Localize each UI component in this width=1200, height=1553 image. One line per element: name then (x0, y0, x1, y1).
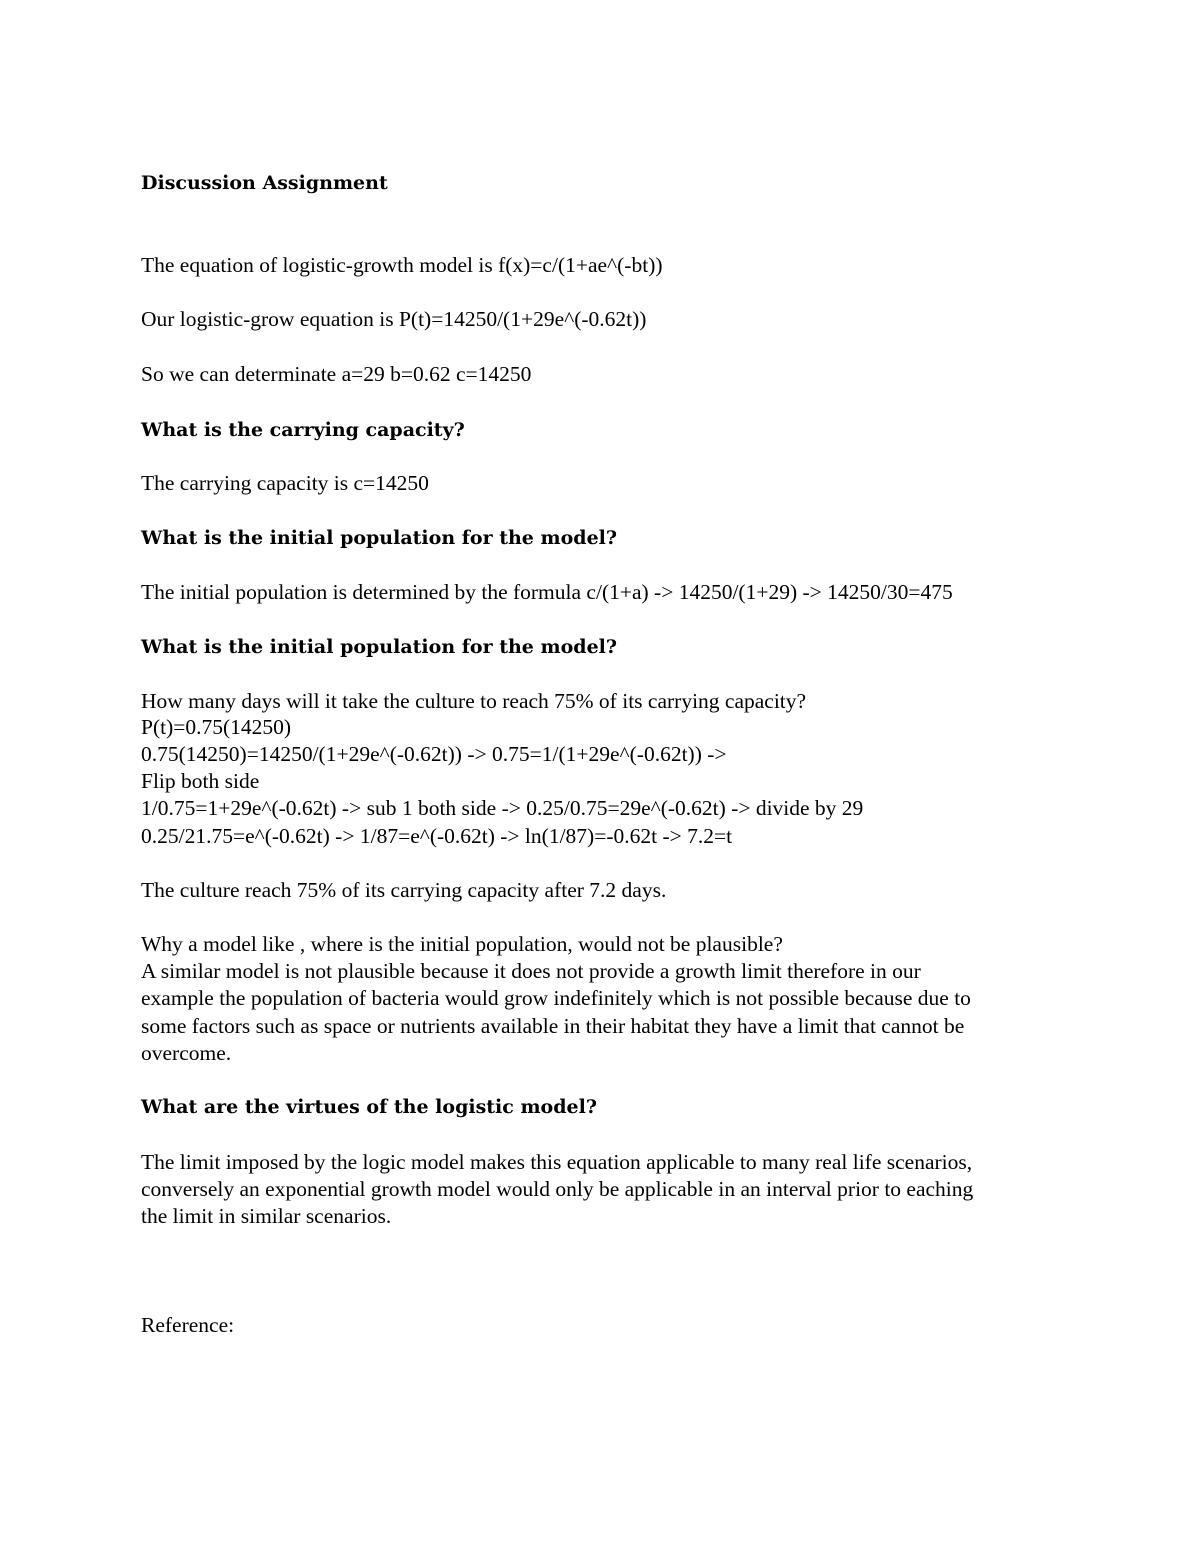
body-line: 0.75(14250)=14250/(1+29e^(-0.62t)) -> 0.75=1/(1+29e^(-0.62t)) -> (141, 742, 727, 766)
answer-text: The initial population is determined by the formula c/(1+a) -> 14250/(1+29) -> 14250/30=475 (141, 580, 953, 604)
body-line: Flip both side (141, 769, 260, 793)
body-line: How many days will it take the culture to reach 75% of its carrying capacity? (141, 689, 807, 713)
body-line: overcome. (141, 1041, 232, 1065)
body-line: Why a model like , where is the initial population, would not be plausible? (141, 932, 783, 956)
body-line: P(t)=0.75(14250) (141, 715, 292, 739)
intro-line: Our logistic-grow equation is P(t)=14250/(1+29e^(-0.62t)) (141, 307, 647, 331)
body-line: some factors such as space or nutrients available in their habitat they have a limit that cannot be (141, 1014, 965, 1038)
conclusion-text: The culture reach 75% of its carrying capacity after 7.2 days. (141, 878, 667, 902)
section-heading: What are the virtues of the logistic model? (141, 1096, 597, 1118)
body-line: conversely an exponential growth model would only be applicable in an interval prior to eaching (141, 1177, 974, 1201)
section-heading: What is the initial population for the model? (141, 527, 618, 549)
section-heading: What is the carrying capacity? (141, 419, 465, 441)
body-line: 1/0.75=1+29e^(-0.62t) -> sub 1 both side -> 0.25/0.75=29e^(-0.62t) -> divide by 29 (141, 796, 864, 820)
section-heading: What is the initial population for the model? (141, 636, 618, 658)
reference-label: Reference: (141, 1313, 235, 1337)
answer-text: The carrying capacity is c=14250 (141, 471, 429, 495)
body-line: example the population of bacteria would grow indefinitely which is not possible because due to (141, 986, 971, 1010)
body-line: A similar model is not plausible because it does not provide a growth limit therefore in our (141, 959, 921, 983)
intro-line: So we can determinate a=29 b=0.62 c=14250 (141, 362, 532, 386)
body-line: the limit in similar scenarios. (141, 1204, 392, 1228)
intro-line: The equation of logistic-growth model is f(x)=c/(1+ae^(-bt)) (141, 253, 663, 277)
body-line: 0.25/21.75=e^(-0.62t) -> 1/87=e^(-0.62t) -> ln(1/87)=-0.62t -> 7.2=t (141, 824, 733, 848)
document-title: Discussion Assignment (141, 172, 388, 194)
body-line: The limit imposed by the logic model makes this equation applicable to many real life scenarios, (141, 1150, 973, 1174)
